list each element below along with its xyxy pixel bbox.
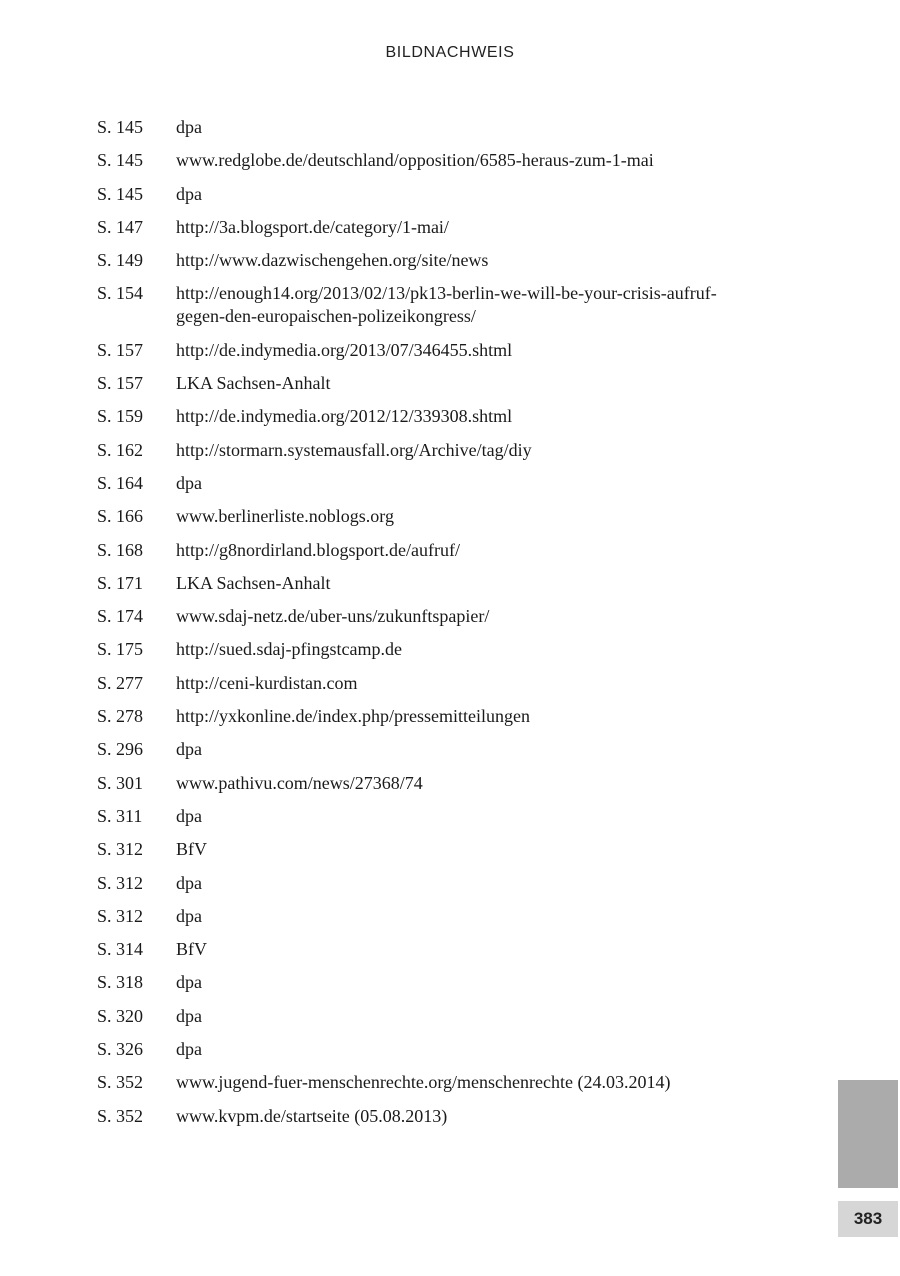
credit-page: S. 157 [97,339,144,360]
credit-source: LKA Sachsen-Anhalt [176,373,331,394]
credit-row [97,705,737,728]
credit-row [97,149,737,172]
credit-row [97,1038,737,1061]
credit-row [97,372,737,395]
credit-source: www.pathivu.com/news/27368/74 [176,772,423,793]
credit-row [97,249,737,272]
credit-row [97,405,737,428]
credit-page: S. 154 [97,283,144,304]
credit-page: S. 301 [97,772,144,793]
credit-row [97,282,737,328]
credit-page: S. 312 [97,872,144,893]
credit-row [97,1071,737,1094]
credit-row [97,672,737,695]
credit-source: http://de.indymedia.org/2013/07/346455.shtml [176,339,513,360]
credits-list [97,116,737,1138]
credit-row [97,183,737,206]
credit-page: S. 147 [97,216,144,237]
credit-row [97,738,737,761]
credit-row [97,905,737,928]
credit-row [97,339,737,362]
credit-page: S. 311 [97,805,143,826]
credit-row [97,1105,737,1128]
credit-row [97,472,737,495]
credit-source: http://de.indymedia.org/2012/12/339308.shtml [176,406,513,427]
credit-row [97,838,737,861]
credit-row [97,872,737,895]
credit-source: dpa [176,905,202,926]
credit-source: BfV [176,939,207,960]
credit-row [97,1005,737,1028]
credit-source: dpa [176,1005,202,1026]
credit-source: dpa [176,972,202,993]
credit-page: S. 320 [97,1005,144,1026]
credit-page: S. 171 [97,572,144,593]
credit-source: http://yxkonline.de/index.php/pressemitteilungen [176,706,530,727]
credit-page: S. 278 [97,706,144,727]
credit-source: LKA Sachsen-Anhalt [176,572,331,593]
credit-page: S. 277 [97,672,144,693]
credit-row [97,439,737,462]
credit-source: dpa [176,472,202,493]
credit-row [97,116,737,139]
credit-source: http://ceni-kurdistan.com [176,672,358,693]
credit-source: dpa [176,739,202,760]
credit-source: www.berlinerliste.noblogs.org [176,506,394,527]
credit-source: www.sdaj-netz.de/uber-uns/zukunftspapier/ [176,606,490,627]
credit-page: S. 312 [97,839,144,860]
credit-page: S. 326 [97,1039,144,1060]
credit-page: S. 175 [97,639,144,660]
credit-page: S. 145 [97,150,144,171]
credit-page: S. 174 [97,606,144,627]
credit-row [97,605,737,628]
thumb-index-tab [838,1080,898,1188]
credit-row [97,216,737,239]
credit-page: S. 157 [97,373,144,394]
credit-source: dpa [176,117,202,137]
credit-source: www.kvpm.de/startseite (05.08.2013) [176,1105,448,1126]
running-head: BILDNACHWEIS [385,44,515,61]
credit-page: S. 314 [97,939,144,960]
credit-row [97,572,737,595]
credit-page: S. 162 [97,439,144,460]
credit-row [97,971,737,994]
credit-source: BfV [176,839,207,860]
credit-row [97,539,737,562]
credit-page: S. 145 [97,117,144,137]
credit-source: www.redglobe.de/deutschland/opposition/6585-heraus-zum-1-mai [176,150,654,171]
credit-source: dpa [176,1039,202,1060]
credit-page: S. 352 [97,1072,144,1093]
credit-source: dpa [176,805,202,826]
credit-page: S. 166 [97,506,144,527]
credit-row [97,505,737,528]
credit-page: S. 149 [97,250,144,271]
credit-page: S. 296 [97,739,144,760]
credit-source: http://www.dazwischengehen.org/site/news [176,250,489,271]
credit-row [97,805,737,828]
credit-source: http://3a.blogsport.de/category/1-mai/ [176,216,449,237]
credit-page: S. 318 [97,972,144,993]
credit-source: http://sued.sdaj-pfingstcamp.de [176,639,402,660]
credit-page: S. 352 [97,1105,144,1126]
credit-page: S. 312 [97,905,144,926]
credit-page: S. 164 [97,472,144,493]
credit-row [97,938,737,961]
credit-row [97,772,737,795]
credit-source: http://enough14.org/2013/02/13/pk13-berlin-we-will-be-your-crisis-aufruf-gegen-den-europaischen-polizeikongress/ [176,283,717,327]
credit-row [97,638,737,661]
credit-source: http://g8nordirland.blogsport.de/aufruf/ [176,539,460,560]
credit-source: www.jugend-fuer-menschenrechte.org/menschenrechte (24.03.2014) [176,1072,671,1093]
credit-source: dpa [176,872,202,893]
credit-source: http://stormarn.systemausfall.org/Archive/tag/diy [176,439,532,460]
credit-page: S. 145 [97,183,144,204]
credit-page: S. 168 [97,539,144,560]
page-number: 383 [838,1201,898,1237]
credit-page: S. 159 [97,406,144,427]
credit-source: dpa [176,183,202,204]
